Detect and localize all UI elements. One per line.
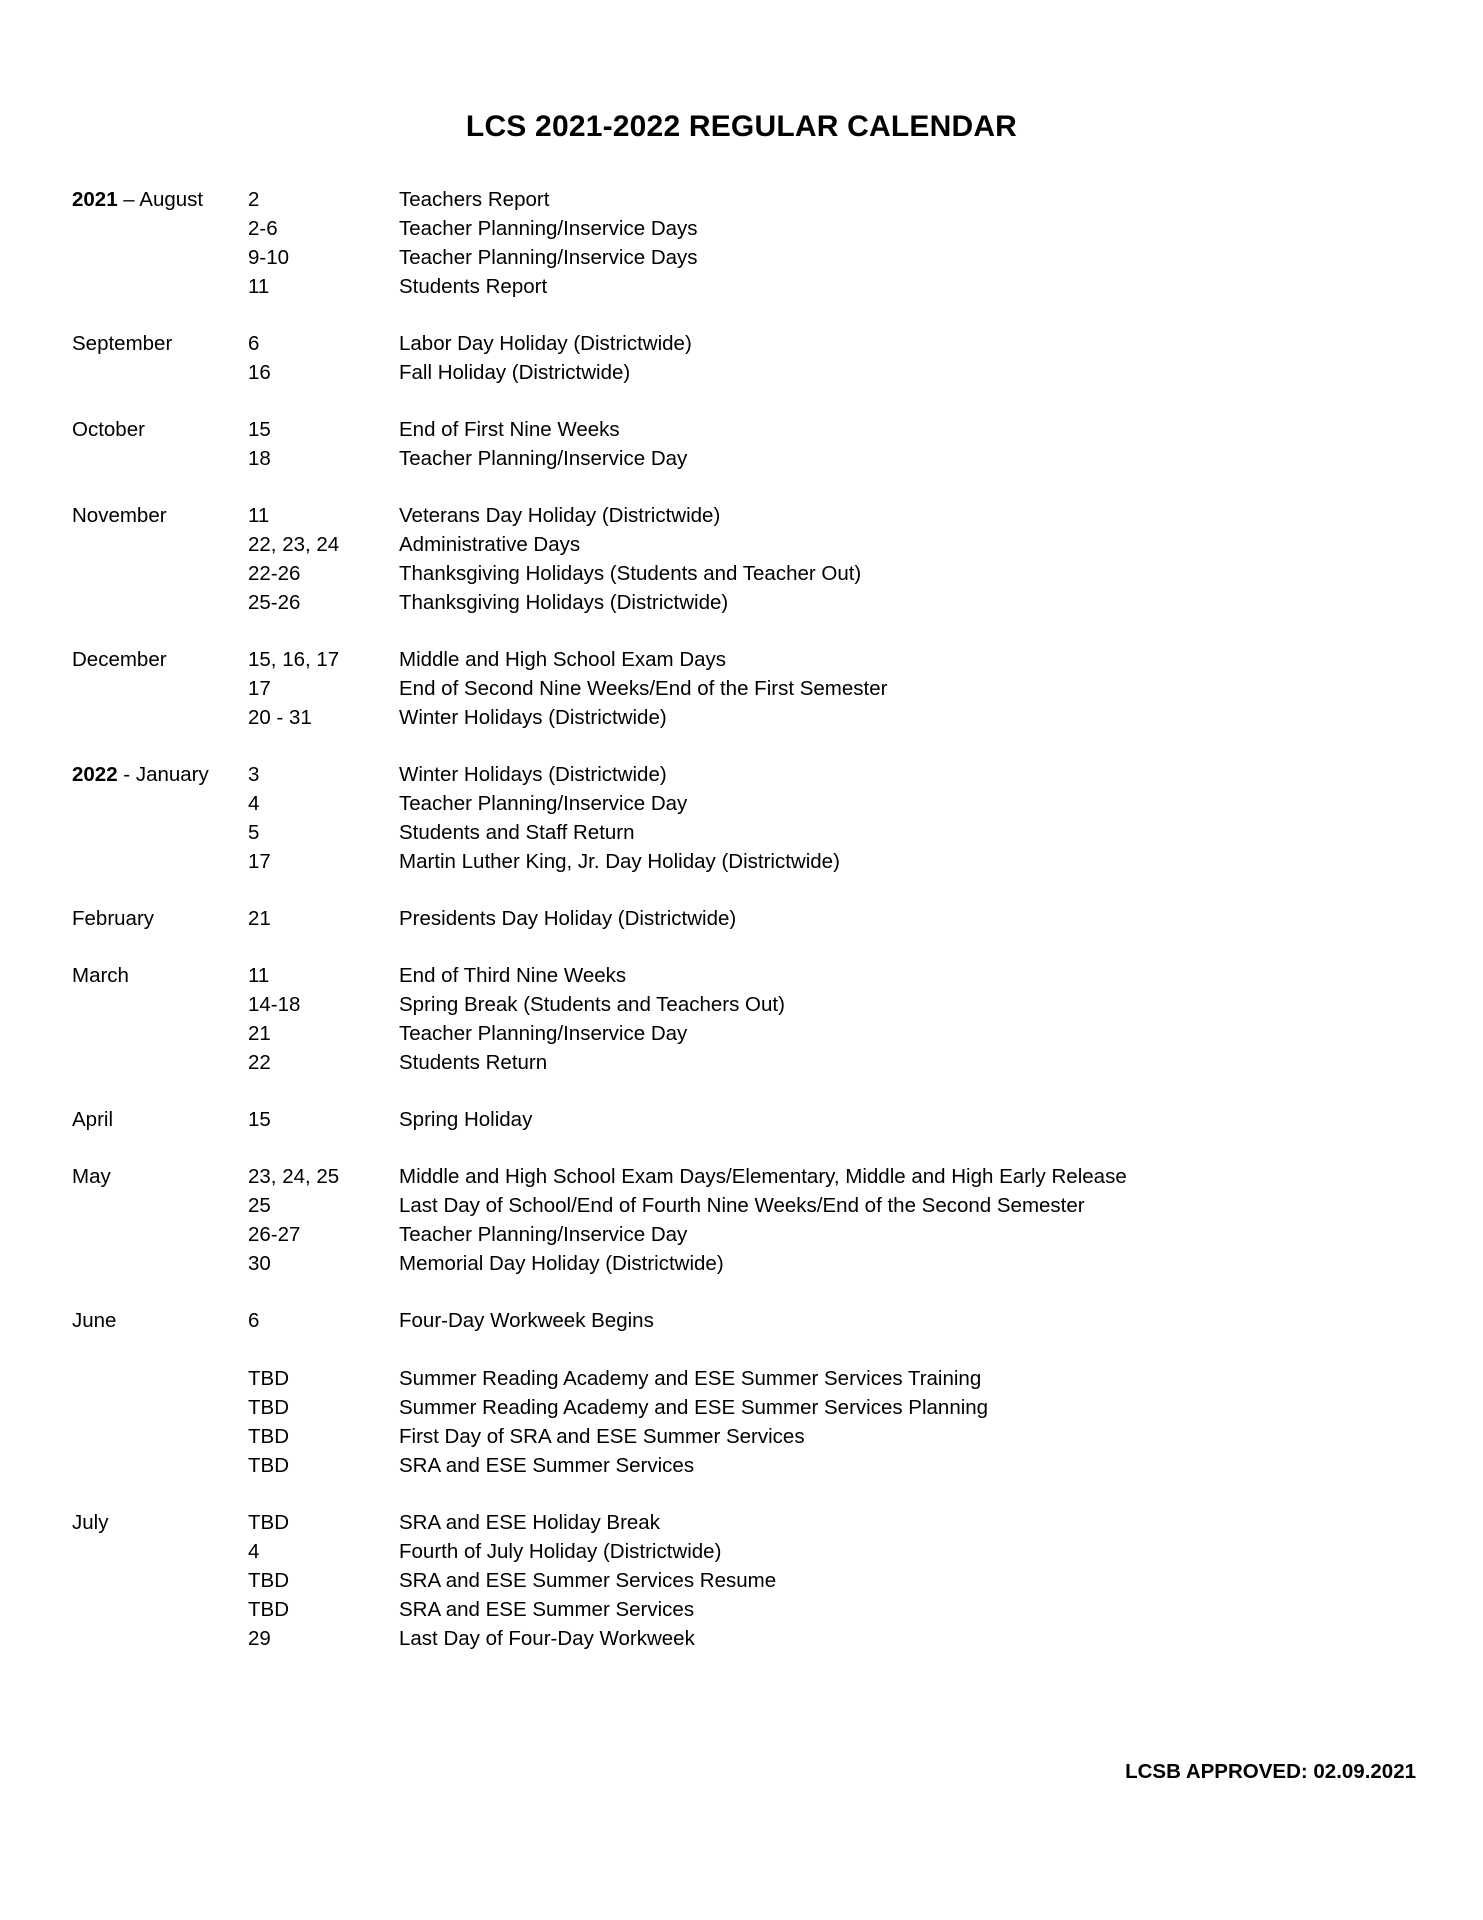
calendar-row <box>72 1048 1412 1077</box>
calendar-row <box>72 415 1412 444</box>
month-group <box>72 185 1412 301</box>
date-cell: TBD <box>248 1569 289 1592</box>
event-description: Fourth of July Holiday (Districtwide) <box>399 1540 722 1563</box>
date-cell: 22 <box>248 1051 271 1074</box>
month-name: December <box>72 648 167 671</box>
event-description: Teachers Report <box>399 188 550 211</box>
event-description: Four-Day Workweek Begins <box>399 1309 654 1332</box>
month-label <box>72 961 248 990</box>
month-group <box>72 1162 1412 1278</box>
calendar-row <box>72 1105 1412 1134</box>
month-name: January <box>135 763 209 786</box>
date-cell: 23, 24, 25 <box>248 1165 340 1188</box>
calendar-row <box>72 588 1412 617</box>
calendar-row <box>72 1191 1412 1220</box>
group-spacer <box>72 1278 1412 1306</box>
group-spacer <box>72 1134 1412 1162</box>
month-name: August <box>139 188 204 211</box>
date-cell: 5 <box>248 821 260 844</box>
month-name: February <box>72 907 155 930</box>
date-cell: 25-26 <box>248 591 301 614</box>
calendar-row <box>72 645 1412 674</box>
group-spacer <box>72 876 1412 904</box>
calendar-row <box>72 243 1412 272</box>
month-label <box>72 501 248 530</box>
calendar-row <box>72 444 1412 473</box>
event-description: End of First Nine Weeks <box>399 418 620 441</box>
date-cell: 21 <box>248 1022 271 1045</box>
calendar-row <box>72 358 1412 387</box>
event-description: Administrative Days <box>399 533 581 556</box>
group-spacer <box>72 1480 1412 1508</box>
event-description: Students Report <box>399 275 548 298</box>
event-description: Teacher Planning/Inservice Days <box>399 217 698 240</box>
event-description: Martin Luther King, Jr. Day Holiday (Districtwide) <box>399 850 840 873</box>
event-description: Teacher Planning/Inservice Day <box>399 1022 688 1045</box>
date-cell: TBD <box>248 1396 289 1419</box>
date-cell: 16 <box>248 361 271 384</box>
month-group <box>72 415 1412 473</box>
calendar-row <box>72 990 1412 1019</box>
month-label <box>72 1105 248 1134</box>
calendar-row <box>72 1162 1412 1191</box>
calendar-row <box>72 559 1412 588</box>
calendar-row <box>72 904 1412 933</box>
year-month-separator: - <box>117 763 136 786</box>
event-description: SRA and ESE Holiday Break <box>399 1511 660 1534</box>
event-description: Teacher Planning/Inservice Day <box>399 792 688 815</box>
page-title: LCS 2021-2022 REGULAR CALENDAR <box>465 110 1018 143</box>
month-group <box>72 329 1412 387</box>
event-description: Summer Reading Academy and ESE Summer Services Training <box>399 1367 982 1390</box>
calendar-row <box>72 1537 1412 1566</box>
calendar-row <box>72 1566 1412 1595</box>
event-description: First Day of SRA and ESE Summer Services <box>399 1425 805 1448</box>
date-cell: 18 <box>248 447 271 470</box>
group-spacer <box>72 732 1412 760</box>
date-cell: 4 <box>248 1540 260 1563</box>
calendar-row <box>72 1451 1412 1480</box>
year-label: 2021 <box>72 188 118 211</box>
date-cell: TBD <box>248 1454 289 1477</box>
event-description: Thanksgiving Holidays (Students and Teacher Out) <box>399 562 862 585</box>
month-group <box>72 961 1412 1077</box>
calendar-table <box>72 185 1412 1653</box>
month-label <box>72 904 248 933</box>
calendar-row <box>72 847 1412 876</box>
event-description: Spring Holiday <box>399 1108 533 1131</box>
month-label <box>72 760 248 789</box>
month-label <box>72 1306 248 1335</box>
month-label <box>72 1162 248 1191</box>
event-description: Last Day of Four-Day Workweek <box>399 1627 695 1650</box>
date-cell: TBD <box>248 1425 289 1448</box>
calendar-row <box>72 185 1412 214</box>
event-description: Winter Holidays (Districtwide) <box>399 706 667 729</box>
date-cell: TBD <box>248 1598 289 1621</box>
event-description: Labor Day Holiday (Districtwide) <box>399 332 692 355</box>
month-group <box>72 1508 1412 1653</box>
date-cell: 11 <box>248 504 270 527</box>
group-spacer <box>72 933 1412 961</box>
group-spacer <box>72 387 1412 415</box>
date-cell: TBD <box>248 1367 289 1390</box>
event-description: Last Day of School/End of Fourth Nine Weeks/End of the Second Semester <box>399 1194 1085 1217</box>
event-description: Summer Reading Academy and ESE Summer Services Planning <box>399 1396 989 1419</box>
month-group <box>72 645 1412 732</box>
month-group <box>72 760 1412 876</box>
calendar-row <box>72 501 1412 530</box>
date-cell: 17 <box>248 677 271 700</box>
date-cell: 15 <box>248 418 271 441</box>
calendar-row <box>72 1249 1412 1278</box>
event-description: End of Third Nine Weeks <box>399 964 627 987</box>
date-cell: 29 <box>248 1627 271 1650</box>
event-description: Teacher Planning/Inservice Day <box>399 447 688 470</box>
date-cell: 3 <box>248 763 260 786</box>
month-label <box>72 645 248 674</box>
date-cell: 15 <box>248 1108 271 1131</box>
date-cell: 9-10 <box>248 246 290 269</box>
calendar-row <box>72 703 1412 732</box>
date-cell: 30 <box>248 1252 271 1275</box>
group-spacer <box>72 473 1412 501</box>
event-description: Middle and High School Exam Days/Elementary, Middle and High Early Release <box>399 1165 1127 1188</box>
calendar-row <box>72 214 1412 243</box>
date-cell: 22-26 <box>248 562 301 585</box>
event-description: Veterans Day Holiday (Districtwide) <box>399 504 721 527</box>
date-cell: 20 - 31 <box>248 706 312 729</box>
event-description: Students and Staff Return <box>399 821 635 844</box>
date-cell: 2 <box>248 188 260 211</box>
event-description: SRA and ESE Summer Services <box>399 1598 695 1621</box>
event-description: Thanksgiving Holidays (Districtwide) <box>399 591 729 614</box>
month-group <box>72 501 1412 617</box>
date-cell: 11 <box>248 964 270 987</box>
date-cell: 17 <box>248 850 271 873</box>
calendar-row <box>72 1220 1412 1249</box>
calendar-row <box>72 272 1412 301</box>
date-cell: 11 <box>248 275 270 298</box>
event-description: Fall Holiday (Districtwide) <box>399 361 631 384</box>
date-cell: 25 <box>248 1194 271 1217</box>
month-name: June <box>72 1309 117 1332</box>
event-description: SRA and ESE Summer Services Resume <box>399 1569 777 1592</box>
event-description: SRA and ESE Summer Services <box>399 1454 695 1477</box>
month-group <box>72 1105 1412 1134</box>
group-spacer <box>72 301 1412 329</box>
calendar-row <box>72 530 1412 559</box>
calendar-row <box>72 760 1412 789</box>
event-description: Spring Break (Students and Teachers Out) <box>399 993 785 1016</box>
month-name: May <box>72 1165 111 1188</box>
date-cell: 4 <box>248 792 260 815</box>
event-description: Winter Holidays (Districtwide) <box>399 763 667 786</box>
date-cell: 6 <box>248 332 260 355</box>
month-label <box>72 329 248 358</box>
calendar-row <box>72 818 1412 847</box>
month-group <box>72 1306 1412 1480</box>
date-cell: 2-6 <box>248 217 278 240</box>
calendar-row <box>72 1306 1412 1335</box>
calendar-spacer-row <box>72 1335 1412 1364</box>
approval-footer: LCSB APPROVED: 02.09.2021 <box>1125 1760 1416 1783</box>
event-description: End of Second Nine Weeks/End of the First Semester <box>399 677 888 700</box>
event-description: Teacher Planning/Inservice Day <box>399 1223 688 1246</box>
month-name: October <box>72 418 145 441</box>
month-name: April <box>72 1108 114 1131</box>
month-name: March <box>72 964 129 987</box>
date-cell: 14-18 <box>248 993 301 1016</box>
date-cell: TBD <box>248 1511 289 1534</box>
month-name: September <box>72 332 173 355</box>
calendar-row <box>72 329 1412 358</box>
group-spacer <box>72 1077 1412 1105</box>
year-label: 2022 <box>72 763 118 786</box>
calendar-row <box>72 674 1412 703</box>
group-spacer <box>72 617 1412 645</box>
event-description: Middle and High School Exam Days <box>399 648 727 671</box>
event-description: Teacher Planning/Inservice Days <box>399 246 698 269</box>
date-cell: 6 <box>248 1309 260 1332</box>
month-label <box>72 185 248 214</box>
month-name: July <box>72 1511 109 1534</box>
calendar-row <box>72 1508 1412 1537</box>
calendar-row <box>72 961 1412 990</box>
event-description: Students Return <box>399 1051 548 1074</box>
date-cell: 26-27 <box>248 1223 301 1246</box>
month-group <box>72 904 1412 933</box>
date-cell: 15, 16, 17 <box>248 648 340 671</box>
month-name: November <box>72 504 167 527</box>
year-month-separator: – <box>117 188 140 211</box>
calendar-row <box>72 1595 1412 1624</box>
calendar-row <box>72 1624 1412 1653</box>
event-description: Presidents Day Holiday (Districtwide) <box>399 907 737 930</box>
event-description: Memorial Day Holiday (Districtwide) <box>399 1252 724 1275</box>
calendar-row <box>72 1422 1412 1451</box>
month-label <box>72 1508 248 1537</box>
calendar-row <box>72 1019 1412 1048</box>
month-label <box>72 415 248 444</box>
calendar-row <box>72 1393 1412 1422</box>
date-cell: 21 <box>248 907 271 930</box>
date-cell: 22, 23, 24 <box>248 533 340 556</box>
calendar-row <box>72 1364 1412 1393</box>
calendar-row <box>72 789 1412 818</box>
